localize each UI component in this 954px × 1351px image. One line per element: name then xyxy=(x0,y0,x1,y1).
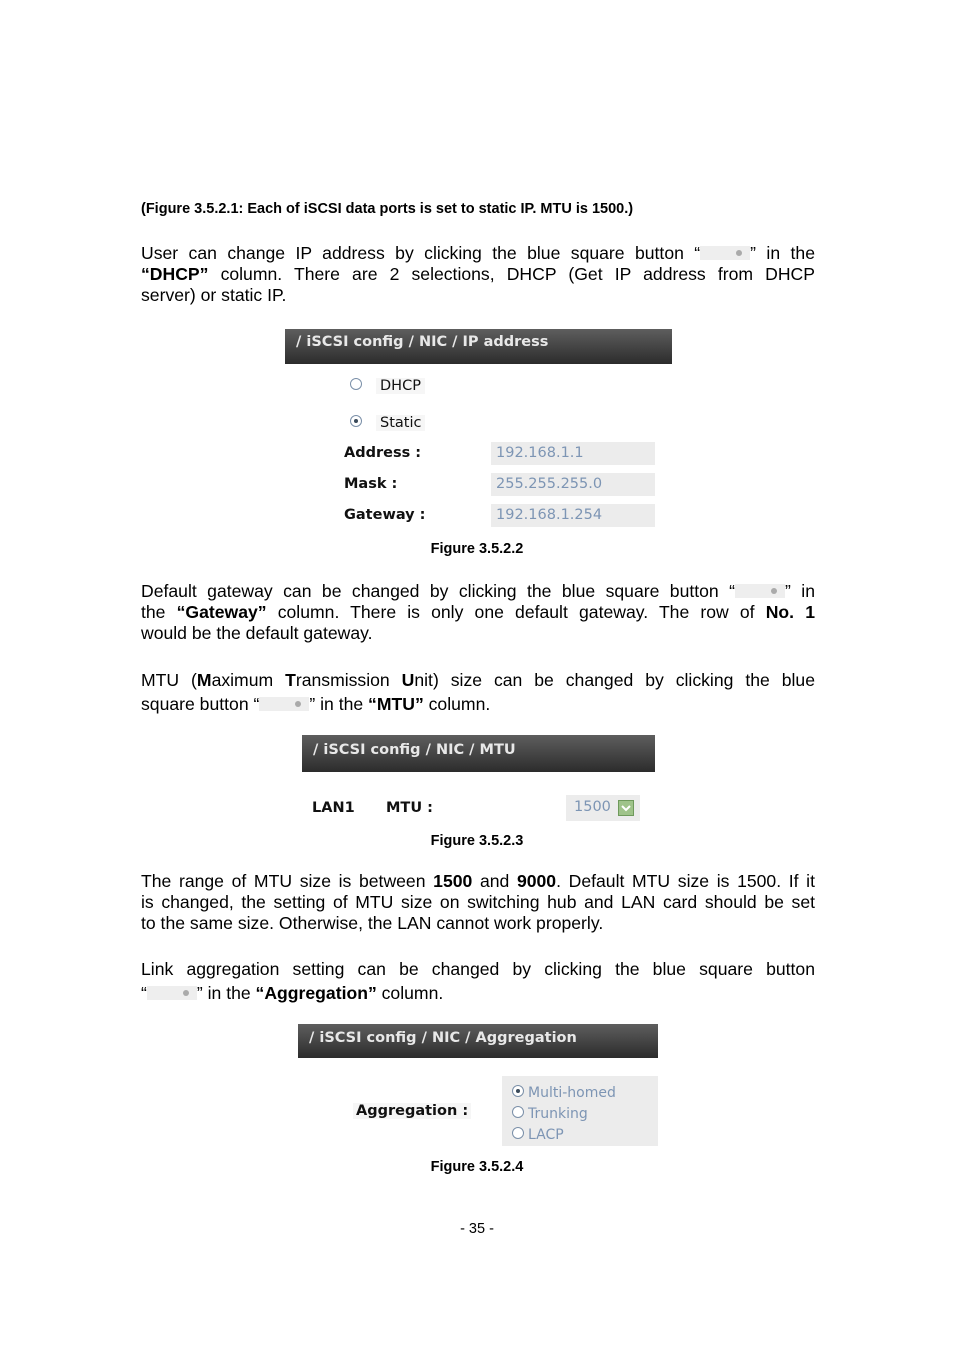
aggregation-option-label: Multi-homed xyxy=(528,1085,616,1101)
paragraph-line xyxy=(141,871,815,892)
text-run: . Default MTU size is 1500. If it xyxy=(556,871,815,891)
aggregation-option-label: Trunking xyxy=(528,1106,588,1122)
text-run: column. There is only one default gateway. The row of xyxy=(266,602,766,622)
text-run: Default gateway can be changed by clicking the blue square button “ xyxy=(141,581,736,601)
text-run: ” in the xyxy=(750,243,815,263)
static-option-label[interactable]: Static xyxy=(376,415,425,431)
mtu-label: MTU : xyxy=(386,800,433,816)
text-run: T xyxy=(285,670,296,690)
paragraph-line: server) or static IP. xyxy=(141,285,287,305)
page-number: - 35 - xyxy=(460,1221,494,1237)
paragraph-line: is changed, the setting of MTU size on switching hub and LAN card should be set xyxy=(141,892,815,912)
mtu-panel-header: / iSCSI config / NIC / MTU xyxy=(302,735,655,772)
text-run: ” in the xyxy=(196,983,256,1003)
paragraph-gateway xyxy=(141,581,815,644)
text-run: The range of MTU size is between xyxy=(141,871,434,891)
blue-square-button-icon xyxy=(700,246,750,260)
address-field[interactable]: 192.168.1.1 xyxy=(491,442,655,465)
paragraph-line xyxy=(141,264,815,285)
text-run: “ xyxy=(141,983,147,1003)
gateway-field[interactable]: 192.168.1.254 xyxy=(491,504,655,527)
blue-square-button-icon xyxy=(259,697,309,711)
mtu-select[interactable] xyxy=(566,795,640,821)
paragraph-ip-address xyxy=(141,243,815,306)
aggregation-label: Aggregation : xyxy=(353,1103,471,1119)
paragraph-line xyxy=(141,581,815,602)
text-run: aximum xyxy=(211,670,286,690)
radio-icon xyxy=(512,1106,524,1118)
text-run: U xyxy=(401,670,415,690)
mtu-bold: “MTU” xyxy=(368,694,424,714)
text-run: ” in the xyxy=(309,694,369,714)
blue-square-button-icon xyxy=(735,584,785,598)
paragraph-line xyxy=(141,668,815,692)
radio-icon xyxy=(350,378,362,390)
paragraph-line: to the same size. Otherwise, the LAN cannot work properly. xyxy=(141,913,604,933)
paragraph-line xyxy=(141,981,815,1005)
text-run: and xyxy=(472,871,517,891)
paragraph-mtu-range xyxy=(141,871,815,934)
figure-3-5-2-3-caption: Figure 3.5.2.3 xyxy=(430,833,524,849)
paragraph-line: would be the default gateway. xyxy=(141,623,373,643)
paragraph-line xyxy=(141,692,815,716)
gateway-label: Gateway : xyxy=(344,507,426,523)
text-run: nit) size can be changed by clicking the blue xyxy=(414,670,815,690)
text-run: column. xyxy=(376,983,444,1003)
figure-3-5-2-1-caption: (Figure 3.5.2.1: Each of iSCSI data ports is set to static IP. MTU is 1500.) xyxy=(141,201,634,217)
text-run: square button “ xyxy=(141,694,260,714)
mtu-select-value: 1500 xyxy=(574,799,611,815)
paragraph-line: Link aggregation setting can be changed by clicking the blue square button xyxy=(141,959,815,979)
text-run: MTU ( xyxy=(141,670,197,690)
aggregation-panel-header: / iSCSI config / NIC / Aggregation xyxy=(298,1024,658,1058)
radio-selected-icon xyxy=(350,415,362,427)
paragraph-mtu xyxy=(141,668,815,716)
text-run: 1500 xyxy=(433,871,473,891)
radio-icon xyxy=(512,1127,524,1139)
radio-selected-icon xyxy=(512,1085,524,1097)
aggregation-option-label: LACP xyxy=(528,1127,564,1143)
text-run: 9000 xyxy=(516,871,557,891)
ip-address-panel-header: / iSCSI config / NIC / IP address xyxy=(285,329,672,364)
no-1-bold: No. 1 xyxy=(765,602,815,622)
text-run: column. There are 2 selections, DHCP (Get IP address from DHCP xyxy=(208,264,815,284)
text-run: column. xyxy=(423,694,491,714)
aggregation-bold: “Aggregation” xyxy=(255,983,377,1003)
paragraph-line xyxy=(141,243,815,264)
figure-3-5-2-4-caption: Figure 3.5.2.4 xyxy=(430,1159,524,1175)
figure-3-5-2-2-caption: Figure 3.5.2.2 xyxy=(430,541,524,557)
text-run: ransmission xyxy=(295,670,402,690)
address-label: Address : xyxy=(344,445,422,461)
chevron-down-icon[interactable] xyxy=(618,800,634,816)
lan1-label: LAN1 xyxy=(312,800,355,816)
mask-label: Mask : xyxy=(344,476,398,492)
paragraph-aggregation xyxy=(141,957,815,1005)
aggregation-option-multi-homed[interactable] xyxy=(511,1084,651,1102)
aggregation-options-box xyxy=(502,1076,658,1146)
text-run: ” in xyxy=(785,581,815,601)
dhcp-bold: “DHCP” xyxy=(141,264,209,284)
aggregation-option-lacp[interactable] xyxy=(511,1126,651,1144)
blue-square-button-icon xyxy=(147,986,197,1000)
text-run: User can change IP address by clicking the blue square button “ xyxy=(141,243,701,263)
gateway-bold: “Gateway” xyxy=(176,602,267,622)
text-run: M xyxy=(196,670,212,690)
dhcp-option-label[interactable]: DHCP xyxy=(376,378,425,394)
aggregation-option-trunking[interactable] xyxy=(511,1105,651,1123)
text-run: the xyxy=(141,602,177,622)
mask-field[interactable]: 255.255.255.0 xyxy=(491,473,655,496)
paragraph-line xyxy=(141,602,815,623)
